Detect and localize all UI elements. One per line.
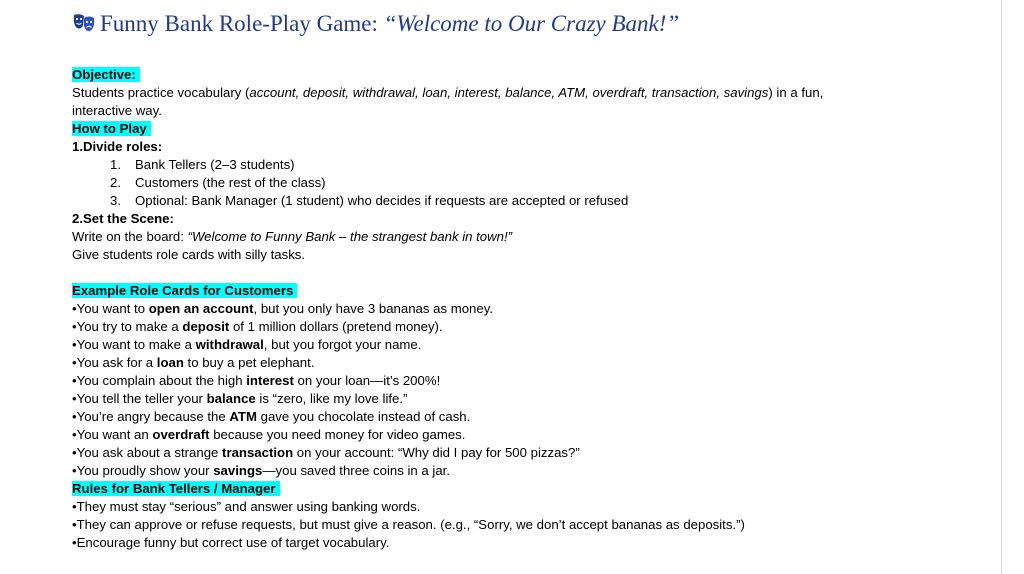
title-prefix: Funny Bank Role-Play Game: [100,11,384,36]
role-item: 1. Bank Tellers (2–3 students) [110,157,295,172]
theater-masks-icon [72,12,96,34]
vocabulary-word: transaction [222,445,294,460]
vocabulary-word: open an account [148,301,254,316]
role-cards-heading: Example Role Cards for Customers [72,283,297,298]
board-quote: “Welcome to Funny Bank – the strangest bank in town!” [187,229,513,244]
vocabulary-word: loan [156,355,184,370]
role-cards-list [72,300,892,480]
document-body [72,66,892,552]
role-card-item: •You proudly show your savings—you saved three coins in a jar. [72,463,451,478]
vocabulary-word: ATM [229,409,257,424]
role-card-item: •You want to make a withdrawal, but you forgot your name. [72,337,422,352]
rules-list [72,498,892,552]
vocabulary-word: deposit [182,319,230,334]
role-card-item: •You want to open an account, but you only have 3 bananas as money. [72,301,493,316]
rule-item: •They must stay “serious” and answer using banking words. [72,499,421,514]
role-card-item: •You try to make a deposit of 1 million dollars (pretend money). [72,319,443,334]
role-card-item: •You want an overdraft because you need money for video games. [72,427,466,442]
board-text: Write on the board: “Welcome to Funny Bank – the strangest bank in town!” [72,229,513,244]
how-to-play-heading: How to Play [72,121,151,136]
role-card-item: •You ask for a loan to buy a pet elephant. [72,355,315,370]
step-divide-roles: 1.Divide roles: [72,139,163,154]
role-card-item: •You complain about the high interest on your loan—it’s 200%! [72,373,441,388]
role-card-item: •You ask about a strange transaction on your account: “Why did I pay for 500 pizzas?” [72,445,580,460]
title-italic: “Welcome to Our Crazy Bank!” [383,11,680,36]
vocabulary-word: interest [246,373,294,388]
vocabulary-word: withdrawal [195,337,264,352]
vocabulary-list: account, deposit, withdrawal, loan, interest, balance, ATM, overdraft, transaction, savings [249,85,769,100]
vocabulary-word: balance [206,391,256,406]
rule-item: •Encourage funny but correct use of target vocabulary. [72,535,390,550]
role-item: 3. Optional: Bank Manager (1 student) who decides if requests are accepted or refused [110,193,629,208]
objective-heading: Objective: [72,67,140,82]
vocabulary-word: overdraft [152,427,210,442]
vocabulary-word: savings [213,463,263,478]
rules-heading: Rules for Bank Tellers / Manager [72,481,280,496]
objective-text-cont: interactive way. [72,103,162,118]
step-set-scene: 2.Set the Scene: [72,211,174,226]
give-role-cards-text: Give students role cards with silly tasks. [72,247,306,262]
objective-text: Students practice vocabulary (account, deposit, withdrawal, loan, interest, balance, ATM, overdraft, transaction, savings) in a fun, [72,85,824,100]
role-card-item: •You tell the teller your balance is “zero, like my love life.” [72,391,408,406]
role-item: 2. Customers (the rest of the class) [110,175,326,190]
page-title [72,10,679,38]
role-card-item: •You’re angry because the ATM gave you chocolate instead of cash. [72,409,471,424]
slide-edge-divider [1001,0,1002,574]
rule-item: •They can approve or refuse requests, but must give a reason. (e.g., “Sorry, we don’t accept bananas as deposits.”) [72,517,745,532]
